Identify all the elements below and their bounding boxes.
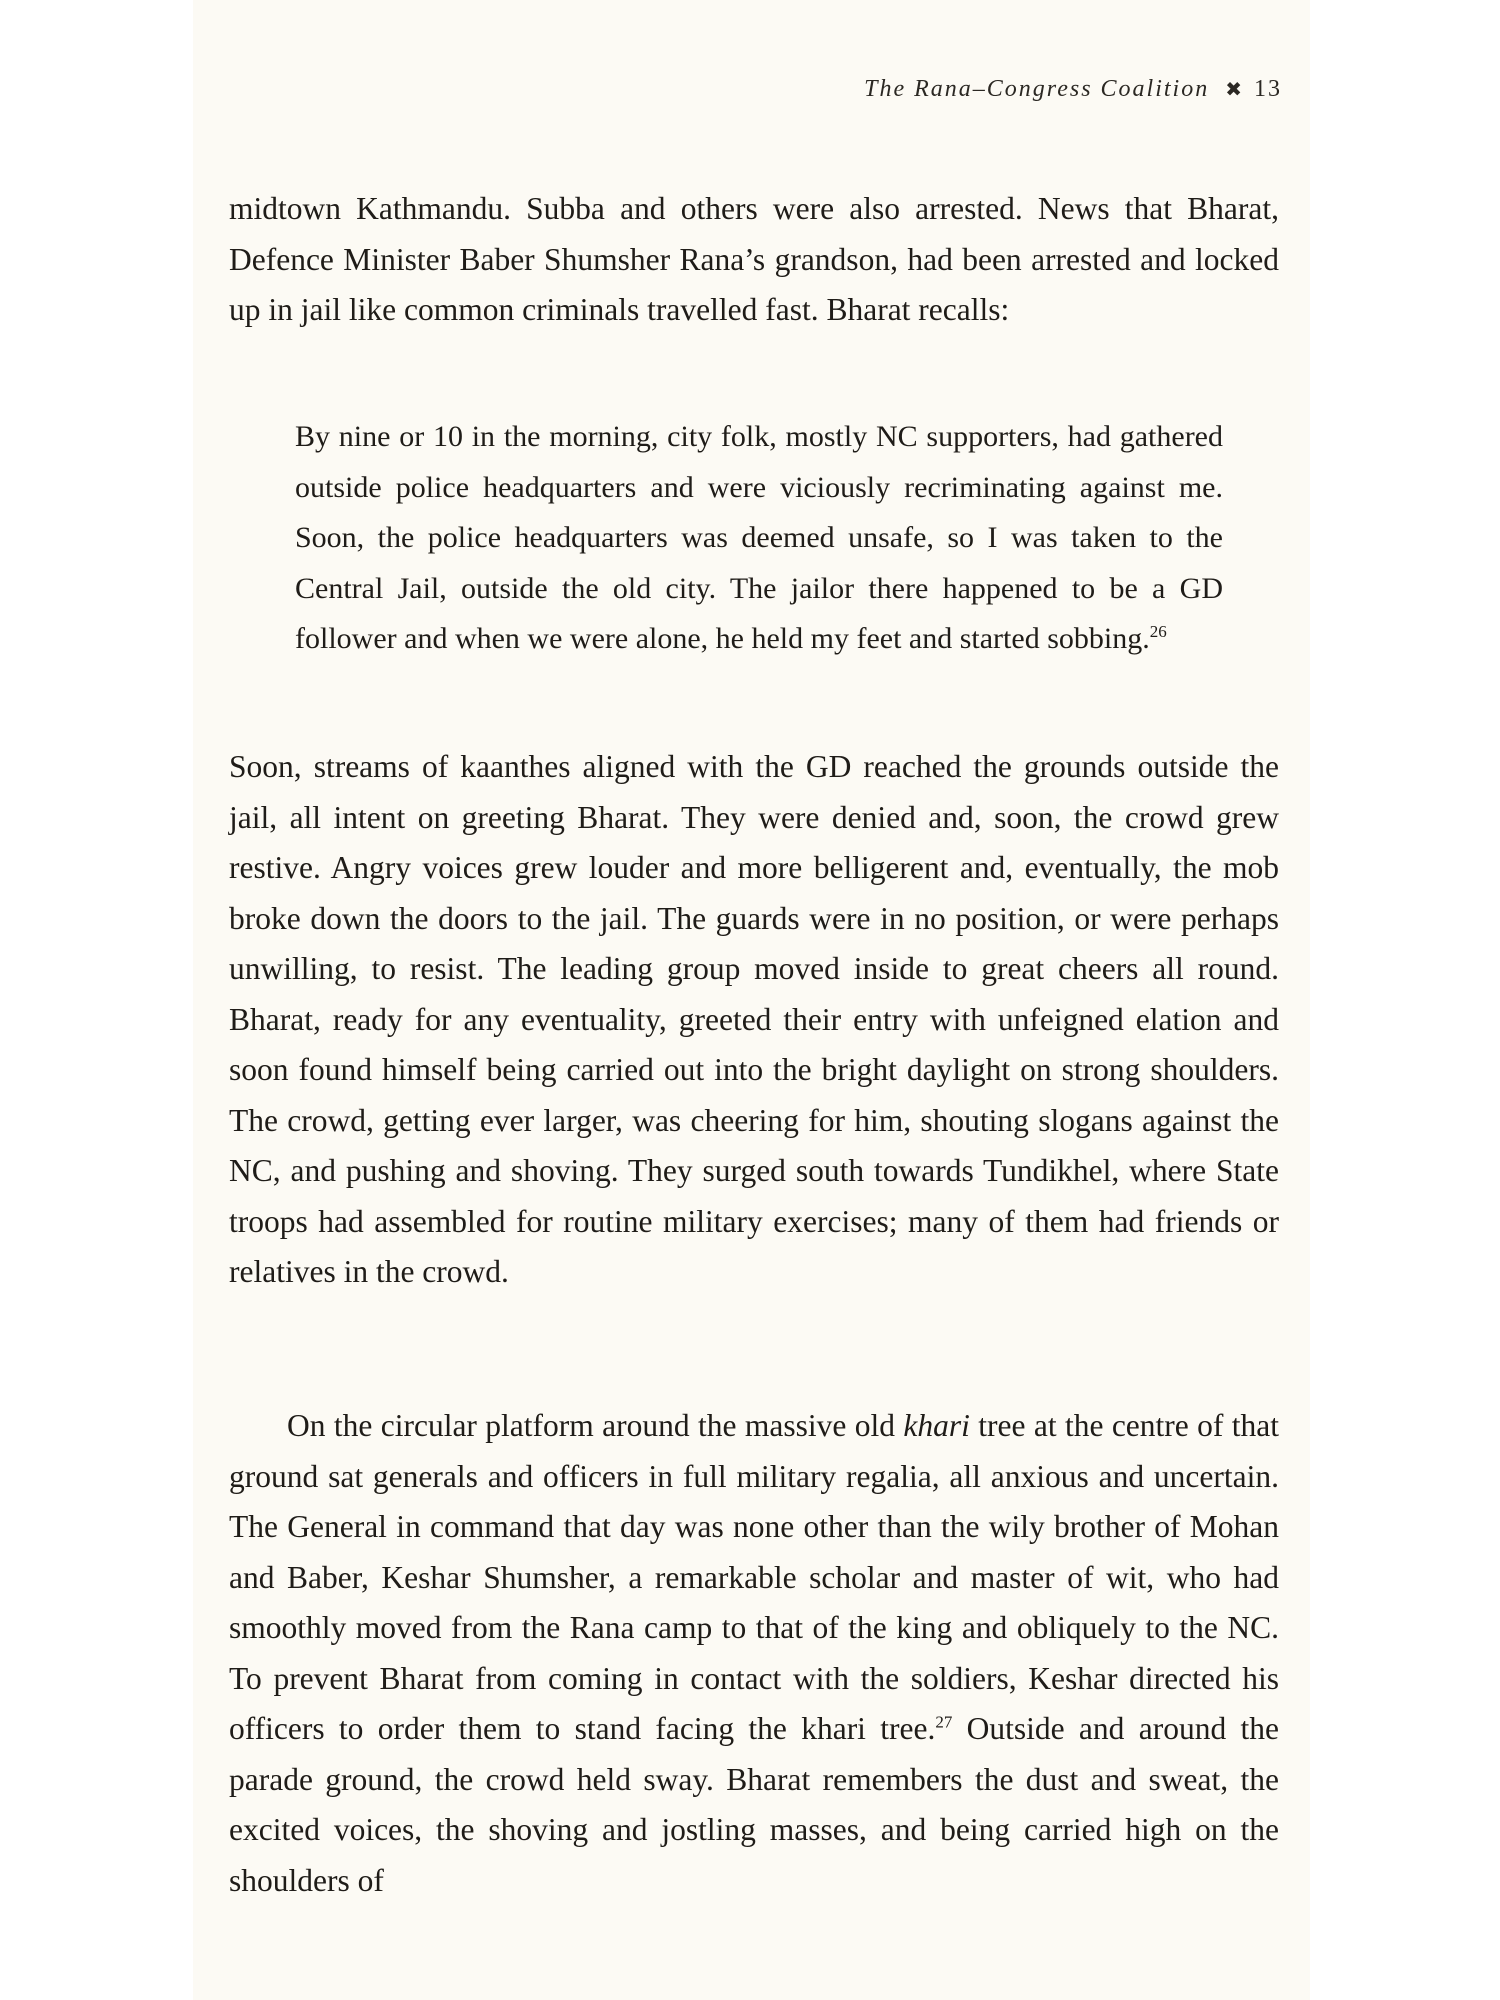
paragraph-1: midtown Kathmandu. Subba and others were also arrested. News that Bharat, Defence Minister Baber Shumsher Rana’s grandson, had been arrested and locked up in jail like common criminals travelled fast. Bharat recalls: [229,191,1279,327]
block-quote [295,412,1223,665]
paragraph-2: Soon, streams of kaanthes aligned with the GD reached the grounds outside the jail, all intent on greeting Bharat. They were denied and, soon, the crowd grew restive. Angry voices grew louder and more belligerent and, eventually, the mob broke down the doors to the jail. The guards were in no position, or were perhaps unwilling, to resist. The leading group moved inside to great cheers all round. Bharat, ready for any eventuality, greeted their entry with unfeigned elation and soon found himself being carried out into the bright daylight on strong shoulders. The crowd, getting ever larger, was cheering for him, shouting slogans against the NC, and pushing and shoving. They surged south towards Tundikhel, where State troops had assembled for routine military exercises; many of them had friends or relatives in the crowd. [229,749,1279,1289]
ornament-icon: ✖ [1225,79,1244,101]
running-title: The Rana–Congress Coalition [864,76,1210,102]
paragraph-3-text-a: On the circular platform around the massive old [287,1408,904,1443]
paragraph-3-italic: khari [903,1408,970,1443]
paragraph-3-text-c: Outside and around the parade ground, the crowd held sway. Bharat remembers the dust and sweat, the excited voices, the shoving and jostling masses, and being carried high on the shoulders of [229,1711,1279,1898]
running-header [864,76,1282,103]
paragraph-3-text-b: tree at the centre of that ground sat generals and officers in full military regalia, all anxious and uncertain. The General in command that day was none other than the wily brother of Mohan and Baber, Keshar Shumsher, a remarkable scholar and master of wit, who had smoothly moved from the Rana camp to that of the king and obliquely to the NC. To prevent Bharat from coming in contact with the soldiers, Keshar directed his officers to order them to stand facing the khari tree. [229,1408,1279,1746]
footnote-marker-27: 27 [935,1712,953,1732]
page-number: 13 [1254,76,1282,102]
paragraph-3 [229,1401,1279,1906]
book-page [193,0,1310,2000]
footnote-marker-26: 26 [1149,622,1167,641]
block-quote-text: By nine or 10 in the morning, city folk, mostly NC supporters, had gathered outside police headquarters and were viciously recriminating against me. Soon, the police headquarters was deemed unsafe, so I was taken to the Central Jail, outside the old city. The jailor there happened to be a GD follower and when we were alone, he held my feet and started sobbing. [295,420,1223,655]
